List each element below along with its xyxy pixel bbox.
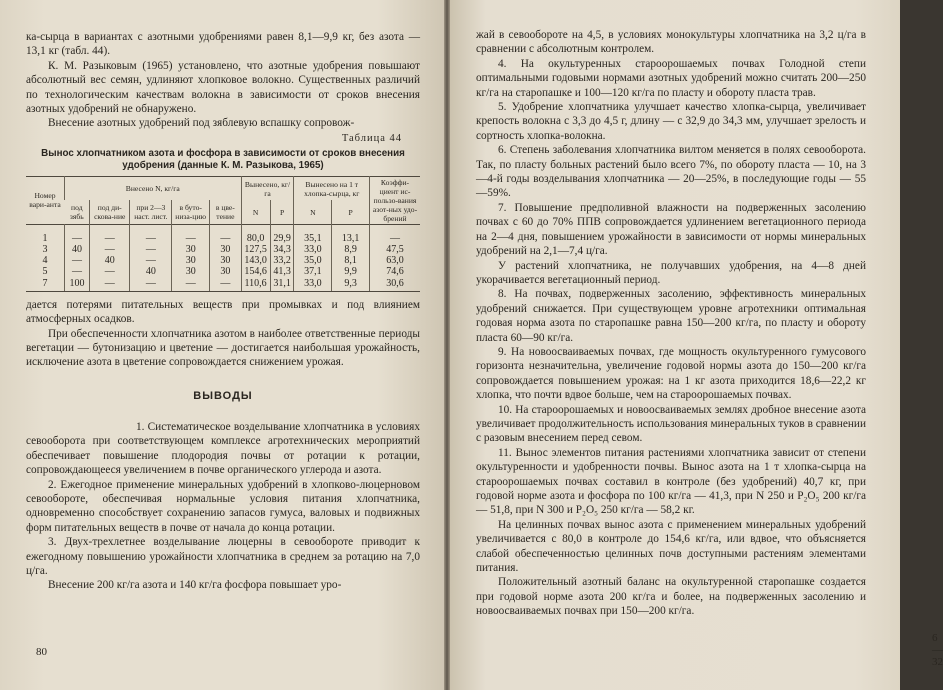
- header-p: P: [270, 200, 294, 224]
- table-row: [26, 224, 420, 244]
- conclusion-item: 10. На староорошаемых и новоосваиваемых землях дробное внесение азота увеличивает продолжительность использования минеральных туков в сравнении с разовым внесением перед севом.: [476, 403, 866, 445]
- table-cell: 63,0: [370, 255, 421, 266]
- table-caption: Таблица 44: [341, 132, 402, 144]
- header-n: N: [241, 200, 270, 224]
- table-cell: 31,1: [270, 278, 294, 292]
- conclusion-item: 7. Повышение предполивной влажности на подверженных засолению почвах с 60 до 70% ППВ сопровождается удлинением вегетационного периода на 2—4 дня, повышением урожайности в зависимости от нормы минеральных удобрений на 2,1—7,4 ц/га.: [476, 201, 866, 258]
- table-cell: 40: [65, 244, 90, 255]
- table-cell: 9,3: [332, 278, 370, 292]
- table-cell: —: [210, 278, 241, 292]
- table-cell: —: [370, 224, 421, 244]
- table-cell: —: [65, 266, 90, 277]
- paragraph: У растений хлопчатника, не получавших удобрения, на 4—8 дней укорачивается вегетационный период.: [476, 259, 866, 286]
- right-page: [450, 0, 943, 690]
- table-cell: 80,0: [241, 224, 270, 244]
- table-cell: 30: [210, 255, 241, 266]
- table-cell: 33,0: [294, 278, 332, 292]
- table-cell: 30: [210, 266, 241, 277]
- header-coefficient: Коэффи-циент ис-пользо-вания азот-ных удо-брений: [370, 176, 421, 224]
- header-p-per-ton: P: [332, 200, 370, 224]
- table-row: [26, 255, 420, 266]
- table-cell: 154,6: [241, 266, 270, 277]
- data-table: [26, 176, 420, 292]
- paragraph: Внесение азотных удобрений под зяблевую вспашку сопровож-: [48, 117, 355, 130]
- table-cell: —: [65, 224, 90, 244]
- table-cell: —: [65, 255, 90, 266]
- table-cell: —: [130, 244, 172, 255]
- table-cell: 9,9: [332, 266, 370, 277]
- table-cell: —: [90, 244, 130, 255]
- conclusion-item: 4. На окультуренных староорошаемых почвах Голодной степи оптимальными годовыми нормами азотных удобрений можно считать 200—250 кг/га на старопашке и 100—120 кг/га по пласту и обороту пласта трав.: [476, 57, 866, 99]
- table-cell: 30: [210, 244, 241, 255]
- table-cell: 8,1: [332, 255, 370, 266]
- conclusion-item: 2. Ежегодное применение минеральных удобрений в хлопково-люцерновом севообороте, обеспечивая нормальные условия питания хлопчатника, одновременно способствует сохранению запасов гумуса, валовых и подвижных форм питательных веществ в почве от начала до конца ротации.: [26, 478, 420, 534]
- table-row: [26, 244, 420, 255]
- table-cell: 35,0: [294, 255, 332, 266]
- table-cell: —: [130, 255, 172, 266]
- page-number: 80: [36, 646, 47, 658]
- conclusion-item: 3. Двух-трехлетнее возделывание люцерны в севообороте приводит к ежегодному повышению урожайности хлопчатника в среднем за ротацию на 7,0 ц/га.: [26, 536, 420, 577]
- table-cell: 30: [172, 244, 210, 255]
- table-cell: —: [210, 224, 241, 244]
- table-cell: 37,1: [294, 266, 332, 277]
- table-cell: 13,1: [332, 224, 370, 244]
- header-variant: Номер вари-анта: [29, 191, 61, 210]
- conclusion-item: 11. Вынос элементов питания растениями хлопчатника зависит от степени окультуренности и удобренности почвы. Вынос азота на 1 т хлопка-сырца на староорошаемых почвах составил в контроле (без удобрений) 40,7 кг, при годовой норме азота и фосфора по 100 кг/га — 41,3, при N 250 и P₂O₅ 200 кг/га — 51,8, при N 300 и P₂O₅ 250 кг/га — 58,2 кг.: [476, 446, 866, 517]
- left-page: [0, 0, 444, 690]
- paragraph: дается потерями питательных веществ при промывках и под влиянием атмосферных осадков.: [26, 298, 420, 326]
- conclusion-item: 5. Удобрение хлопчатника улучшает качество хлопка-сырца, увеличивает крепость волокна с 3,3 до 4,5 г, длину — с 32,9 до 34,3 мм, улучшает зрелость и сортность хлопка-волокна.: [476, 101, 866, 142]
- table-cell: 33,0: [294, 244, 332, 255]
- table-cell: 30: [172, 266, 210, 277]
- paragraph: ка-сырца в вариантах с азотными удобрениями равен 8,1—9,9 кг, без азота — 13,1 кг (табл. 44).: [26, 31, 420, 58]
- table-cell: 41,3: [270, 266, 294, 277]
- conclusion-item: 6. Степень заболевания хлопчатника вилтом меняется в полях севооборота. Так, по пласту больных растений было всего 7%, по обороту пласта — 10, на 3—4-й годы возделывания хлопчатника — 20—25%, в последующие годы — 55—59%.: [476, 144, 866, 200]
- paragraph: На целинных почвах вынос азота с применением минеральных удобрений увеличивается с 80,0 в контроле до 154,6 кг/га, или вдвое, что объясняется слабой обеспеченностью целинных почв доступными растениям элементами питания.: [476, 518, 866, 575]
- table-cell: 33,2: [270, 255, 294, 266]
- table-cell: —: [90, 266, 130, 277]
- table-title: Вынос хлопчатником азота и фосфора в зависимости от сроков внесения удобрения (данные К. М. Разыкова, 1965): [41, 147, 405, 172]
- table-cell: 1: [42, 232, 48, 244]
- table-cell: 34,3: [270, 244, 294, 255]
- table-row: [26, 266, 420, 277]
- table-cell: 127,5: [241, 244, 270, 255]
- table-cell: 40: [90, 255, 130, 266]
- table-cell: 30: [172, 255, 210, 266]
- table-row: [26, 278, 420, 292]
- header-removed-per-ton: Вынесено на 1 т хлопка-сырца, кг: [294, 176, 370, 200]
- table-cell: 40: [130, 266, 172, 277]
- table-cell: 30,6: [370, 278, 421, 292]
- table-cell: 74,6: [370, 266, 421, 277]
- table-cell: —: [172, 278, 210, 292]
- conclusion-item: 8. На почвах, подверженных засолению, эффективность минеральных удобрений снижается. При существующем уровне агротехники оптимальная годовая норма азота по старопашке равна 150—200 кг/га, по пласту и обороту пласта 60—90 кг/га.: [476, 288, 866, 344]
- header-plowing: под зябь: [69, 203, 84, 222]
- table-cell: 5: [42, 266, 48, 278]
- header-budding: в буто-низа-цию: [172, 200, 210, 224]
- table-cell: —: [90, 224, 130, 244]
- conclusion-item: 1. Систематическое возделывание хлопчатника в условиях севооборота при соответствующем комплексе агротехнических мероприятий обеспечивает повышение плодородия почвы от ротации к ротации, сопровождающееся увеличением в почве органического углерода и азота.: [26, 420, 420, 477]
- header-removed: Вынесено, кг/га: [241, 176, 294, 200]
- table-cell: —: [172, 224, 210, 244]
- section-title: ВЫВОДЫ: [193, 389, 253, 402]
- header-flowering: в цве-тение: [210, 200, 241, 224]
- table-cell: 100: [65, 278, 90, 292]
- table-cell: 3: [42, 244, 48, 256]
- table-cell: 35,1: [294, 224, 332, 244]
- header-n-per-ton: N: [294, 200, 332, 224]
- table-cell: 29,9: [270, 224, 294, 244]
- header-leaves: при 2—3 наст. лист.: [130, 200, 172, 224]
- table-cell: 8,9: [332, 244, 370, 255]
- table-cell: 143,0: [241, 255, 270, 266]
- table-cell: 7: [26, 278, 65, 292]
- table-cell: 47,5: [370, 244, 421, 255]
- table-cell: —: [130, 224, 172, 244]
- page-number: 6—32: [932, 632, 943, 668]
- paragraph: Положительный азотный баланс на окультуренной старопашке создается при годовой норме азота 200 кг/га и более, на подверженных засолению и новоосваиваемых почвах при 150—200 кг/га.: [476, 576, 866, 618]
- paragraph: жай в севообороте на 4,5, в условиях монокультуры хлопчатника на 3,2 ц/га в сравнении с абсолютным контролем.: [476, 29, 866, 56]
- conclusion-item: Внесение 200 кг/га азота и 140 кг/га фосфора повышает уро-: [48, 579, 342, 592]
- paragraph: К. М. Разыковым (1965) установлено, что азотные удобрения повышают абсолютный вес семян, удлиняют хлопковое волокно. Существенных различий по технологическим качествам волокна в зависимости от сроков внесения азотных удобрений не обнаружено.: [26, 59, 420, 116]
- table-cell: 110,6: [241, 278, 270, 292]
- conclusion-item: 9. На новоосваиваемых почвах, где мощность окультуренного гумусового горизонта незначительна, увеличение годовой нормы азота до 150—200 кг/га сопровождается повышением урожая: на 1 кг азота приходится 18,6—22,2 кг хлопка, что почти вдвое больше, чем на староорошаемых почвах.: [476, 345, 866, 402]
- table-cell: —: [130, 278, 172, 292]
- table-cell: 4: [42, 255, 48, 267]
- paragraph: При обеспеченности хлопчатника азотом в наиболее ответственные периоды вегетации — бутонизацию и цветение — достигается наибольшая урожайность, исключение азота в цветение сопровождается снижением урожая.: [26, 327, 420, 369]
- header-sowing: под ди-скова-ние: [90, 200, 130, 224]
- table-cell: —: [90, 278, 130, 292]
- header-applied: Внесено N, кг/га: [65, 176, 242, 200]
